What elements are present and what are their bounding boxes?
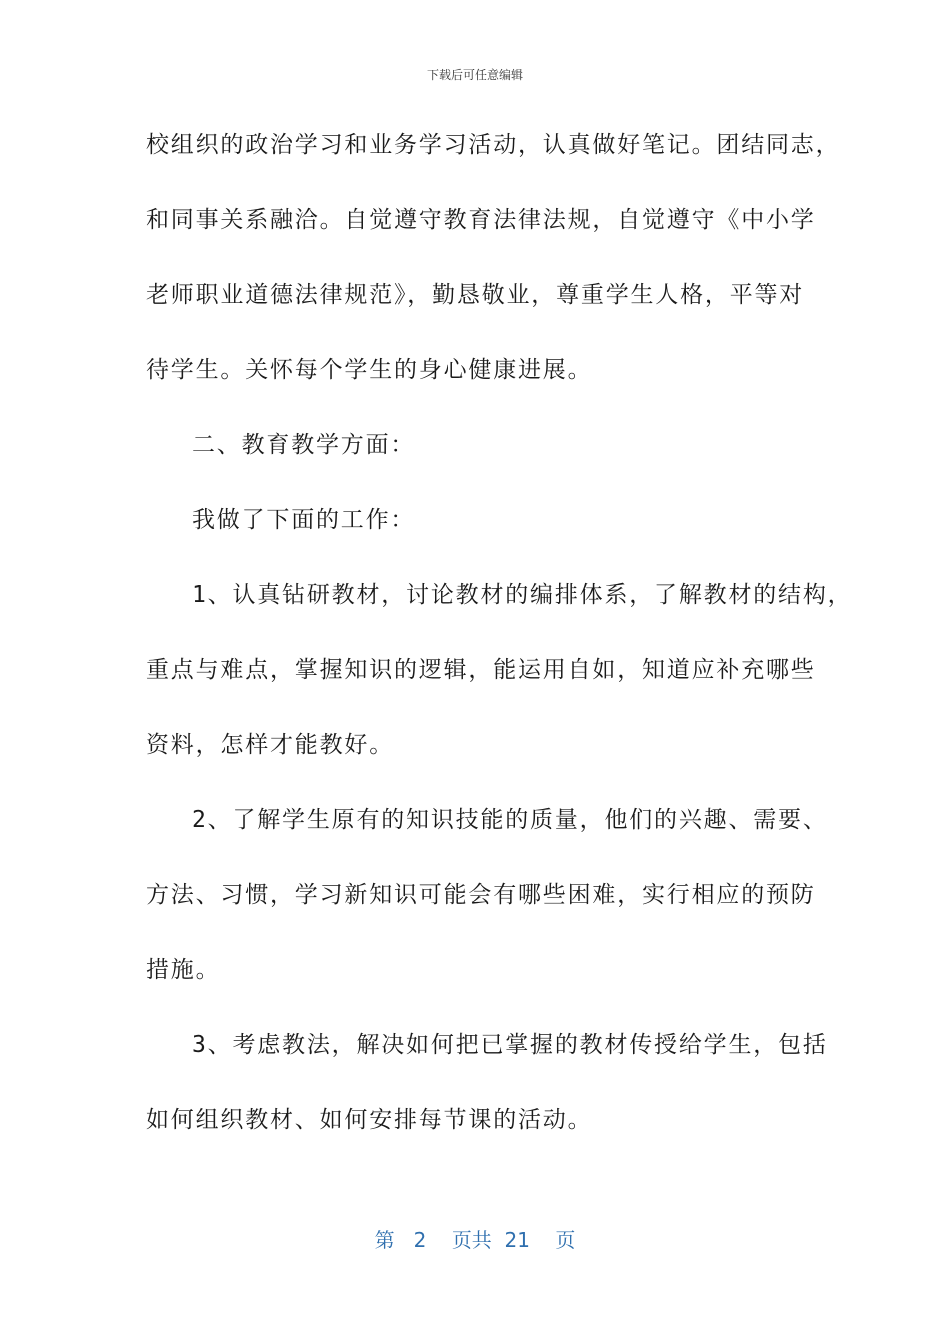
text-line-4: 待学生。关怀每个学生的身心健康进展。 <box>146 357 593 383</box>
section-heading-teaching: 二、教育教学方面： <box>192 432 416 458</box>
list-item-2-line-3: 措施。 <box>146 957 221 983</box>
page-footer <box>0 1224 950 1253</box>
text-line-2: 和同事关系融洽。自觉遵守教育法律法规，自觉遵守《中小学 <box>146 207 816 233</box>
footer-current-page: 2 <box>413 1228 427 1252</box>
list-item-1-line-2: 重点与难点，掌握知识的逻辑，能运用自如，知道应补充哪些 <box>146 657 816 683</box>
footer-label-page: 第 <box>374 1228 395 1252</box>
list-item-3-line-1: 3、考虑教法，解决如何把已掌握的教材传授给学生，包括 <box>192 1032 828 1058</box>
list-item-1-line-1: 1、认真钻研教材，讨论教材的编排体系，了解教材的结构， <box>192 582 853 608</box>
list-item-2-line-2: 方法、习惯，学习新知识可能会有哪些困难，实行相应的预防 <box>146 882 816 908</box>
page-header-note: 下载后可任意编辑 <box>426 68 523 82</box>
document-body <box>146 119 853 1169</box>
list-item-1-line-3: 资料，怎样才能教好。 <box>146 732 394 758</box>
list-item-3-line-2: 如何组织教材、如何安排每节课的活动。 <box>146 1107 593 1133</box>
text-line-3: 老师职业道德法律规范》，勤恳敬业，尊重学生人格，平等对 <box>146 282 805 308</box>
footer-total-pages: 21 <box>504 1228 530 1252</box>
list-item-2-line-1: 2、了解学生原有的知识技能的质量，他们的兴趣、需要、 <box>192 807 828 833</box>
text-line-1: 校组织的政治学习和业务学习活动，认真做好笔记。团结同志， <box>146 132 841 158</box>
footer-label-of: 页共 <box>451 1228 492 1252</box>
footer-label-pages: 页 <box>555 1228 576 1252</box>
text-line-work-intro: 我做了下面的工作： <box>192 507 416 533</box>
